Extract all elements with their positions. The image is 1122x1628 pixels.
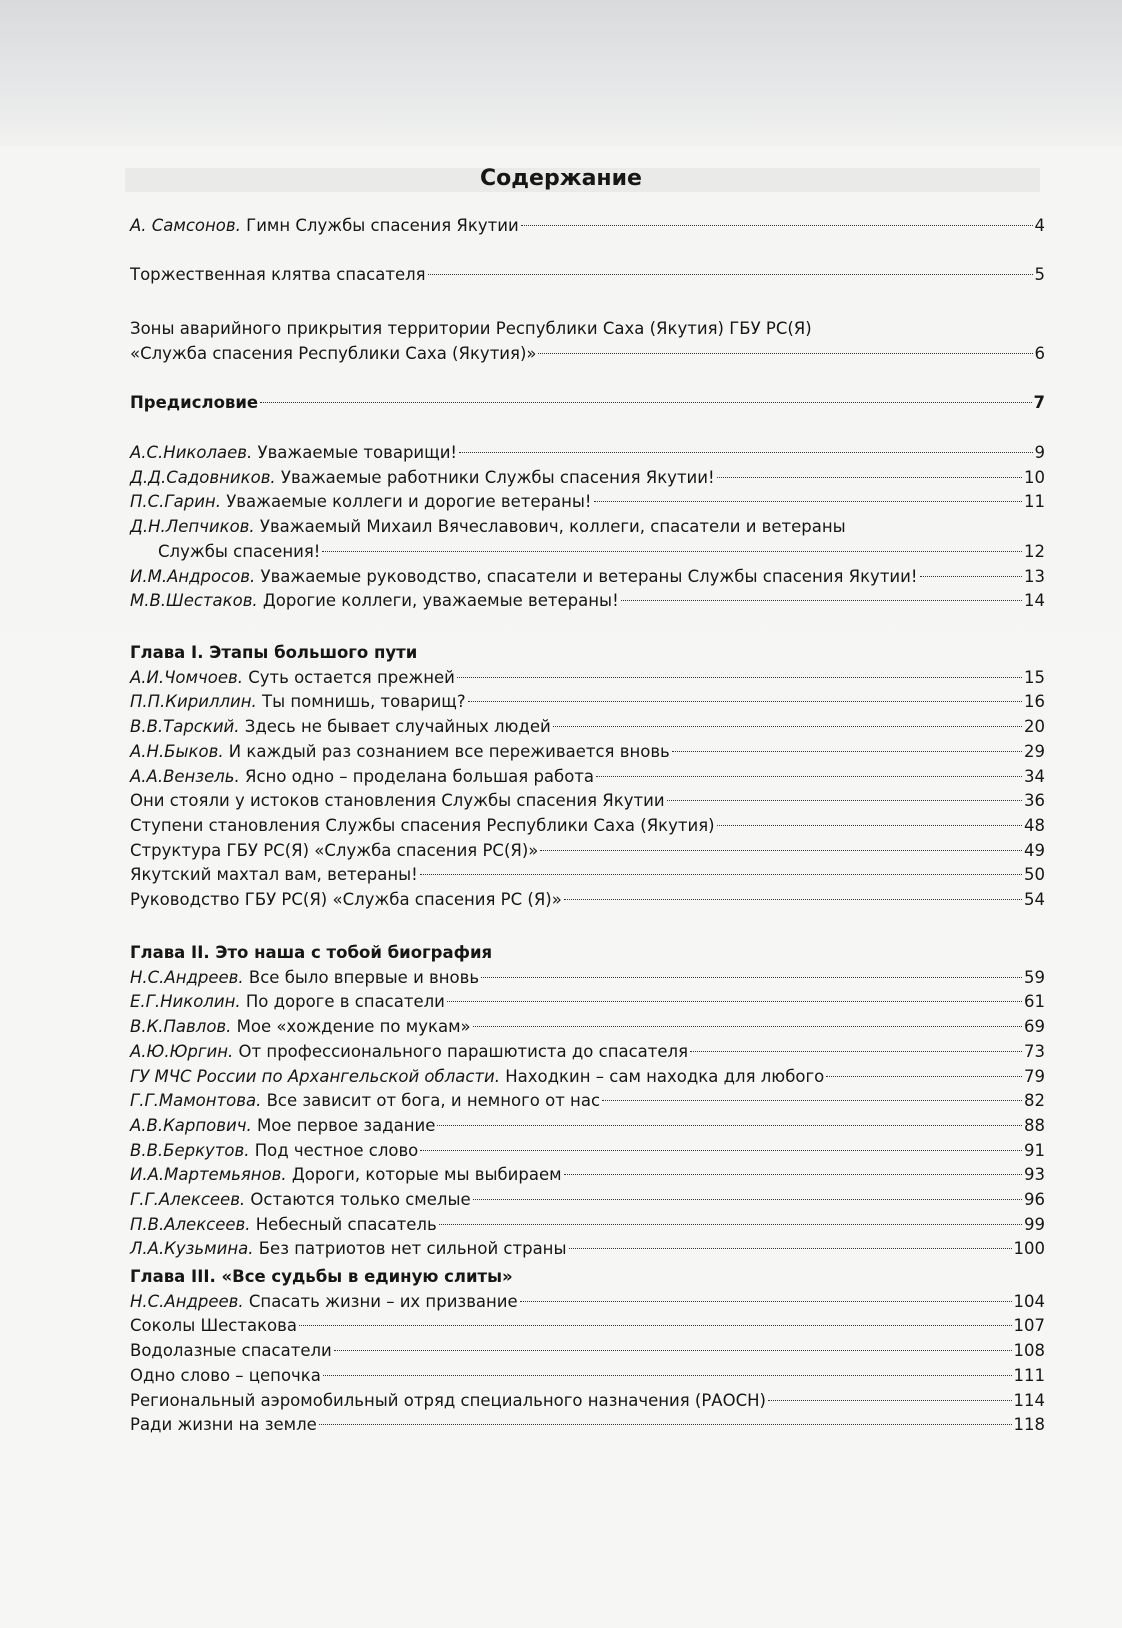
- toc-entry-title: [130, 564, 918, 589]
- toc-entry-author: А.С.Николаев.: [130, 443, 253, 462]
- toc-entry-author: Д.Д.Садовников.: [130, 467, 276, 487]
- dot-leader: [596, 776, 1022, 777]
- toc-entry[interactable]: [130, 1039, 1045, 1064]
- dot-leader: [459, 452, 1032, 453]
- toc-page-number: 12: [1024, 541, 1045, 561]
- toc-entry-title: [130, 1014, 471, 1039]
- toc-entry-text: Ступени становления Службы спасения Республики Саха (Якутия): [130, 815, 715, 835]
- dot-leader: [439, 1224, 1022, 1225]
- toc-entry[interactable]: [130, 1187, 1045, 1212]
- toc-entry[interactable]: [130, 390, 1045, 415]
- dot-leader: [323, 1375, 1012, 1376]
- toc-page-number: 4: [1034, 216, 1045, 235]
- toc-entry-title-line1: Зоны аварийного прикрытия территории Республики Саха (Якутия) ГБУ РС(Я): [130, 319, 812, 338]
- dot-leader: [260, 402, 1031, 403]
- dot-leader: [538, 353, 1032, 354]
- toc-entry-author: Д.Н.Лепчиков.: [130, 517, 255, 537]
- toc-entry[interactable]: [130, 1338, 1045, 1363]
- toc-page-number: 20: [1024, 717, 1045, 737]
- toc-page-number: 108: [1013, 1341, 1045, 1361]
- toc-entry[interactable]: [130, 1289, 1045, 1314]
- toc-entry-author: И.А.Мартемьянов.: [130, 1165, 287, 1185]
- toc-page-number: 100: [1013, 1239, 1045, 1259]
- toc-entry-text: Структура ГБУ РС(Я) «Служба спасения РС(Я)»: [130, 840, 539, 860]
- toc-entry-text: Уважаемые товарищи!: [252, 443, 458, 462]
- toc-entry-author: П.П.Кириллин.: [130, 692, 257, 712]
- dot-leader: [667, 800, 1022, 801]
- toc-entry[interactable]: [130, 465, 1045, 490]
- toc-entry[interactable]: [130, 965, 1045, 990]
- toc-page-number: 34: [1024, 766, 1045, 786]
- toc-entry-text: Спасать жизни – их призвание: [243, 1291, 518, 1311]
- toc-page-number: 118: [1013, 1415, 1045, 1435]
- toc-entry-text: Под честное слово: [249, 1140, 419, 1160]
- toc-entry-text: Дорогие коллеги, уважаемые ветераны!: [257, 591, 619, 611]
- toc-entry[interactable]: [130, 1064, 1045, 1089]
- toc-page-number: 91: [1024, 1140, 1045, 1160]
- toc-entry-author: Н.С.Андреев.: [130, 967, 244, 987]
- toc-entry-text: Одно слово – цепочка: [130, 1365, 321, 1385]
- dot-leader: [457, 677, 1022, 678]
- toc-page-number: 16: [1024, 692, 1045, 712]
- toc-page-number: 111: [1013, 1365, 1045, 1385]
- dot-leader: [826, 1076, 1022, 1077]
- dot-leader: [468, 701, 1022, 702]
- toc-entry-text: Находкин – сам находка для любого: [500, 1066, 825, 1086]
- dot-leader: [540, 850, 1022, 851]
- dot-leader: [420, 1150, 1022, 1151]
- toc-entry[interactable]: [130, 1313, 1045, 1338]
- toc-entry-author: В.В.Тарский.: [130, 717, 240, 737]
- toc-entry-title: [130, 1289, 518, 1314]
- toc-entry-text: Водолазные спасатели: [130, 1341, 332, 1361]
- toc-entry-title: [130, 262, 426, 287]
- dot-leader: [437, 1125, 1022, 1126]
- dot-leader: [521, 225, 1033, 226]
- page-top-shadow: [0, 0, 1122, 145]
- toc-page-number: 48: [1024, 815, 1045, 835]
- toc-entry-author: А.Н.Быков.: [130, 741, 224, 761]
- toc-entry-title: [130, 689, 466, 714]
- toc-entry[interactable]: [130, 1412, 1045, 1437]
- toc-entry-text: Мое первое задание: [251, 1115, 436, 1135]
- toc-entry-text: Руководство ГБУ РС(Я) «Служба спасения РС (Я)»: [130, 890, 562, 909]
- toc-entry[interactable]: [130, 1113, 1045, 1138]
- toc-page-number: 10: [1024, 467, 1045, 487]
- toc-entry-author: М.В.Шестаков.: [130, 591, 258, 611]
- toc-entry-title: [130, 1338, 332, 1363]
- dot-leader: [334, 1350, 1012, 1351]
- toc-entry-author: А.А.Вензель.: [130, 766, 240, 786]
- toc-entry[interactable]: [130, 1162, 1045, 1187]
- toc-entry-title: [130, 213, 519, 238]
- toc-entry[interactable]: [130, 489, 1045, 514]
- toc-entry-title: [158, 539, 320, 564]
- dot-leader: [602, 1100, 1022, 1101]
- toc-entry-text: Все зависит от бога, и немного от нас: [261, 1091, 601, 1111]
- chapter-heading: Глава II. Это наша с тобой биография: [130, 943, 493, 962]
- toc-entry-title: [130, 813, 715, 838]
- toc-entry[interactable]: [130, 689, 1045, 714]
- toc-entry[interactable]: [130, 764, 1045, 789]
- toc-entry-title: [130, 489, 592, 514]
- dot-leader: [447, 1001, 1022, 1002]
- toc-entry[interactable]: [130, 887, 1045, 912]
- toc-entry[interactable]: [130, 1388, 1045, 1413]
- toc-entry[interactable]: [130, 813, 1045, 838]
- toc-page-number: 50: [1024, 865, 1045, 885]
- toc-entry[interactable]: [130, 989, 1045, 1014]
- toc-entry-text: Остаются только смелые: [245, 1190, 471, 1209]
- toc-entry-text: Соколы Шестакова: [130, 1316, 297, 1336]
- toc-page-number: 79: [1024, 1066, 1045, 1086]
- toc-entry-author: Г.Г.Мамонтова.: [130, 1091, 262, 1111]
- toc-entry-author: А.В.Карпович.: [130, 1115, 252, 1135]
- toc-entry-text: Торжественная клятва спасателя: [130, 265, 426, 284]
- toc-entry-text: Уважаемые работники Службы спасения Якутии!: [275, 467, 715, 487]
- dot-leader: [690, 1051, 1022, 1052]
- dot-leader: [768, 1400, 1012, 1401]
- toc-page-number: 82: [1024, 1091, 1045, 1111]
- dot-leader: [299, 1325, 1012, 1326]
- toc-page-number: 88: [1024, 1115, 1045, 1135]
- toc-page-number: 29: [1024, 741, 1045, 761]
- toc-entry-text: Дороги, которые мы выбираем: [286, 1165, 562, 1185]
- dot-leader: [420, 874, 1022, 875]
- dot-leader: [520, 1301, 1012, 1302]
- toc-entry-author: А.И.Чомчоев.: [130, 667, 243, 687]
- toc-entry-title: [130, 739, 670, 764]
- toc-entry-text: «Служба спасения Республики Саха (Якутия)»: [130, 343, 537, 363]
- toc-entry-title: [130, 1039, 688, 1064]
- toc-entry-author: Л.А.Кузьмина.: [130, 1239, 254, 1259]
- toc-page-number: 5: [1034, 265, 1045, 284]
- toc-page-number: 36: [1024, 791, 1045, 811]
- toc-entry-title: [130, 1064, 824, 1089]
- toc-entry-author: П.В.Алексеев.: [130, 1214, 251, 1234]
- toc-entry-title: [130, 1313, 297, 1338]
- dot-leader: [473, 1199, 1022, 1200]
- toc-entry-text: Все было впервые и вновь: [243, 967, 480, 987]
- toc-entry-title: [130, 1113, 435, 1138]
- toc-page-number: 114: [1013, 1390, 1045, 1410]
- toc-entry-text: Гимн Службы спасения Якутии: [240, 216, 519, 235]
- toc-entry-text: И каждый раз сознанием все переживается вновь: [223, 741, 670, 761]
- toc-entry-text: Небесный спасатель: [250, 1214, 437, 1234]
- toc-entry-title: [130, 588, 619, 613]
- toc-page-number: 93: [1024, 1165, 1045, 1185]
- toc-entry-text: Мое «хождение по мукам»: [231, 1017, 471, 1037]
- toc-entry-text: От профессионального парашютиста до спасателя: [233, 1041, 689, 1061]
- toc-entry[interactable]: [130, 1014, 1045, 1039]
- toc-entry-text: Уважаемые коллеги и дорогие ветераны!: [220, 492, 592, 512]
- toc-entry-author: А. Самсонов.: [130, 216, 241, 235]
- toc-entry[interactable]: [130, 341, 1045, 366]
- dot-leader: [481, 977, 1022, 978]
- toc-entry[interactable]: [130, 862, 1045, 887]
- toc-entry[interactable]: [130, 1088, 1045, 1113]
- toc-entry-title: [130, 1363, 321, 1388]
- dot-leader: [322, 551, 1022, 552]
- dot-leader: [428, 274, 1033, 275]
- toc-entry-title: [130, 714, 551, 739]
- toc-entry-title: [130, 1138, 418, 1163]
- toc-entry-title: [130, 1162, 562, 1187]
- dot-leader: [569, 1248, 1012, 1249]
- toc-page-number: 13: [1024, 566, 1045, 586]
- toc-entry[interactable]: [130, 588, 1045, 613]
- toc-entry[interactable]: [130, 665, 1045, 690]
- toc-entry-title: [130, 1088, 600, 1113]
- dot-leader: [473, 1026, 1022, 1027]
- dot-leader: [621, 600, 1022, 601]
- toc-entry-title: [130, 838, 538, 863]
- dot-leader: [920, 576, 1023, 577]
- toc-entry[interactable]: [130, 838, 1045, 863]
- toc-entry[interactable]: [130, 262, 1045, 287]
- toc-page-number: 7: [1033, 393, 1045, 412]
- toc-page-number: 14: [1024, 591, 1045, 611]
- toc-entry-title: [130, 665, 455, 690]
- toc-entry[interactable]: [130, 714, 1045, 739]
- toc-entry-title: [130, 341, 536, 366]
- toc-entry-title: [130, 1212, 437, 1237]
- toc-entry-title: [130, 1187, 471, 1212]
- toc-entry[interactable]: [130, 1236, 1045, 1261]
- chapter-heading: Глава III. «Все судьбы в единую слиты»: [130, 1267, 513, 1286]
- toc-page-number: 73: [1024, 1041, 1045, 1061]
- toc-page-number: 61: [1024, 992, 1045, 1012]
- toc-entry[interactable]: [130, 739, 1045, 764]
- toc-entry[interactable]: [130, 788, 1045, 813]
- toc-entry-author: В.К.Павлов.: [130, 1017, 232, 1037]
- dot-leader: [672, 751, 1022, 752]
- toc-page-number: 6: [1034, 343, 1045, 363]
- dot-leader: [564, 1174, 1022, 1175]
- page-title: Содержание: [480, 166, 642, 191]
- toc-page-number: 69: [1024, 1017, 1045, 1037]
- toc-entry[interactable]: [130, 1138, 1045, 1163]
- toc-entry[interactable]: [130, 1363, 1045, 1388]
- toc-entry[interactable]: [130, 539, 1045, 564]
- toc-entry-text: Уважаемые руководство, спасатели и ветераны Службы спасения Якутии!: [255, 566, 918, 586]
- toc-entry-title: [130, 862, 418, 887]
- toc-page-number: 49: [1024, 840, 1045, 860]
- toc-entry-text: Они стояли у истоков становления Службы спасения Якутии: [130, 791, 665, 811]
- toc-entry-text: Ради жизни на земле: [130, 1415, 317, 1435]
- toc-entry-first-line: [130, 514, 1045, 539]
- dot-leader: [564, 899, 1022, 900]
- toc-entry-author: Г.Г.Алексеев.: [130, 1190, 246, 1209]
- chapter-heading: Глава I. Этапы большого пути: [130, 643, 418, 662]
- toc-entry[interactable]: [130, 440, 1045, 465]
- toc-entry-title: [130, 764, 594, 789]
- toc-entry-title: [130, 965, 479, 990]
- toc-entry[interactable]: [130, 213, 1045, 238]
- toc-entry-text: Здесь не бывает случайных людей: [239, 717, 551, 737]
- toc-entry-title: [130, 390, 258, 415]
- toc-entry-author: П.С.Гарин.: [130, 492, 221, 512]
- toc-page-number: 104: [1013, 1291, 1045, 1311]
- toc-page-number: 9: [1034, 443, 1045, 462]
- toc-entry-title: [130, 989, 445, 1014]
- toc-entry-text: Региональный аэромобильный отряд специального назначения (РАОСН): [130, 1390, 766, 1410]
- toc-entry-author: А.Ю.Юргин.: [130, 1041, 234, 1061]
- dot-leader: [553, 726, 1022, 727]
- toc-entry-author: ГУ МЧС России по Архангельской области.: [130, 1066, 501, 1086]
- toc-entry-text: Без патриотов нет сильной страны: [253, 1239, 567, 1259]
- toc-entry-text: По дороге в спасатели: [240, 992, 445, 1012]
- toc-entry-author: Н.С.Андреев.: [130, 1291, 244, 1311]
- toc-entry-text: Суть остается прежней: [242, 667, 455, 687]
- toc-entry-author: Е.Г.Николин.: [130, 992, 241, 1012]
- toc-page-number: 15: [1024, 667, 1045, 687]
- toc-entry-title: [130, 887, 562, 912]
- toc-entry[interactable]: [130, 564, 1045, 589]
- toc-entry-text: Службы спасения!: [158, 541, 321, 561]
- toc-entry[interactable]: [130, 1212, 1045, 1237]
- toc-entry-author: И.М.Андросов.: [130, 566, 256, 586]
- toc-entry-text: Ты помнишь, товарищ?: [256, 692, 466, 712]
- toc-entry-title: [130, 440, 457, 465]
- toc-entry-title: [130, 788, 665, 813]
- dot-leader: [319, 1424, 1012, 1425]
- toc-entry-title: [130, 1388, 766, 1413]
- toc-entry-first-line: [130, 316, 1045, 341]
- toc-entry-text: Якутский махтал вам, ветераны!: [130, 865, 418, 885]
- toc-entry-title: [130, 465, 715, 490]
- toc-page-number: 54: [1024, 890, 1045, 909]
- toc-page-number: 107: [1013, 1316, 1045, 1336]
- dot-leader: [594, 501, 1022, 502]
- dot-leader: [717, 825, 1022, 826]
- toc-entry-text: Ясно одно – проделана большая работа: [239, 766, 595, 786]
- toc-entry-title: [130, 1412, 317, 1437]
- toc-entry-title: [130, 1236, 567, 1261]
- toc-page-number: 59: [1024, 967, 1045, 987]
- toc-page-number: 96: [1024, 1190, 1045, 1209]
- toc-entry-text: Предисловие: [130, 393, 259, 412]
- dot-leader: [717, 477, 1022, 478]
- toc-page-number: 11: [1024, 492, 1045, 512]
- toc-entry-title-line1: Уважаемый Михаил Вячеславович, коллеги, спасатели и ветераны: [254, 517, 846, 537]
- toc-entry-author: В.В.Беркутов.: [130, 1140, 250, 1160]
- toc-page-number: 99: [1024, 1214, 1045, 1234]
